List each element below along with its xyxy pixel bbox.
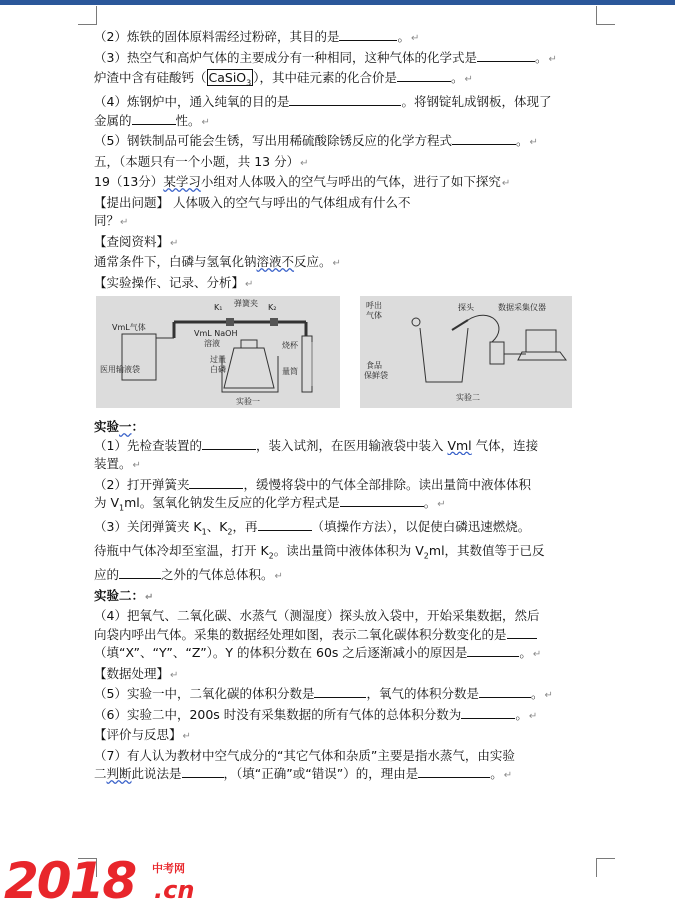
caption-experiment-1: 实验一 xyxy=(236,397,260,406)
label-gas: VmL气体 xyxy=(112,323,146,332)
raise-question-cont: 同？↵ xyxy=(94,213,129,228)
question-4-exp-cont-2: （填“X”、“Y”、“Z”）。Y 的体积分数在 60s 之后逐渐减小的原因是 。↵ xyxy=(94,645,542,660)
label-food-bag-1: 食品 xyxy=(366,361,382,370)
logo-year: 2018 xyxy=(4,852,136,910)
question-2-exp: （2）打开弹簧夹 ，缓慢将袋中的气体全部排除。读出量筒中液体体积 xyxy=(94,476,531,492)
experiment-1-heading: 实验一： xyxy=(94,419,145,434)
question-2-exp-cont: 为 $V_1ml$。氢氧化钠发生反应的化学方程式是 。↵ xyxy=(94,495,446,513)
question-3: （3）热空气和高炉气体的主要成分有一种相同，这种气体的化学式是 。↵ xyxy=(94,49,557,65)
label-iv-bag: 医用输液袋 xyxy=(100,365,140,374)
question-3-slag: 炉渣中含有硅酸钙（ CaSiO$_3$ ），其中硅元素的化合价是 。↵ xyxy=(94,70,473,88)
question-4-cont: 金属的 性。↵ xyxy=(94,112,210,128)
evaluation-heading: 【评价与反思】↵ xyxy=(94,727,191,742)
label-exhale-1: 呼出 xyxy=(366,301,382,310)
crop-mark-bottom-right xyxy=(596,858,615,877)
label-spring-clip: 弹簧夹 xyxy=(234,299,258,308)
label-food-bag-2: 保鲜袋 xyxy=(364,371,388,380)
question-7-cont: 二判断此说法是 ，（填“正确”或“错误”）的，理由是 。↵ xyxy=(94,766,513,781)
label-excess-2: 白磷 xyxy=(210,365,226,374)
experiment-1-figure xyxy=(96,296,340,408)
crop-mark-top-left xyxy=(78,6,97,25)
crop-mark-top-right xyxy=(596,6,615,25)
label-naoh-1: VmL NaOH xyxy=(194,329,238,338)
question-3-exp-cont: 待瓶中气体冷却至室温，打开 $K_2$。读出量筒中液体体积为 $V_2ml$，其数值等于已反 xyxy=(94,543,545,561)
raise-question: 【提出问题】 人体吸入的空气与呼出的气体组成有什么不 xyxy=(94,194,411,210)
question-6-data: （6）实验二中，200s 时没有采集数据的所有气体的总体积分数为 。↵ xyxy=(94,706,538,722)
question-4-exp: （4）把氧气、二氧化碳、水蒸气（测湿度）探头放入袋中，开始采集数据，然后 xyxy=(94,608,540,623)
label-beaker: 烧杯 xyxy=(282,341,298,350)
question-7: （7）有人认为教材中空气成分的“其它气体和杂质”主要是指水蒸气，由实验 xyxy=(94,747,515,763)
label-naoh-2: 溶液 xyxy=(204,339,220,348)
label-probe: 探头 xyxy=(458,303,474,312)
label-collector: 数据采集仪器 xyxy=(498,303,546,312)
consult-materials-text: 通常条件下，白磷与氢氧化钠溶液不反应。↵ xyxy=(94,254,341,269)
label-k1: K₁ xyxy=(214,303,223,312)
label-cylinder: 量筒 xyxy=(282,367,298,376)
question-1-cont: 装置。↵ xyxy=(94,456,141,471)
data-processing-heading: 【数据处理】↵ xyxy=(94,665,179,681)
document-body[interactable] xyxy=(94,28,594,786)
experiment-2-figure xyxy=(360,296,572,408)
question-3-exp: （3）关闭弹簧夹 $K_1$、$K_2$，再 （填操作方法），以促使白磷迅速燃烧。 xyxy=(94,519,531,537)
section-5-heading: 五，（本题只有一个小题，共 13 分）↵ xyxy=(94,153,309,169)
question-3-exp-cont-2: 应的 之外的气体总体积。↵ xyxy=(94,567,283,582)
experiment-1-diagram xyxy=(96,296,340,408)
question-4-exp-cont: 向袋内呼出气体。采集的数据经处理如图，表示二氧化碳体积分数变化的是 xyxy=(94,626,594,645)
label-excess-1: 过量 xyxy=(210,355,226,364)
window-title-bar xyxy=(0,0,675,5)
question-1: （1）先检查装置的 ，装入试剂，在医用输液袋中装入 Vml 气体，连接 xyxy=(94,437,539,453)
question-5: （5）钢铁制品可能会生锈，写出用稀硫酸除锈反应的化学方程式 。↵ xyxy=(94,133,538,148)
site-watermark-logo xyxy=(4,852,224,912)
question-4: （4）炼钢炉中，通入纯氧的目的是 。将钢锭轧成钢板，体现了 xyxy=(94,94,552,109)
logo-domain: .cn xyxy=(154,876,195,904)
question-5-data: （5）实验一中，二氧化碳的体积分数是 ，氧气的体积分数是 。↵ xyxy=(94,686,553,701)
consult-materials-heading: 【查阅资料】↵ xyxy=(94,233,179,249)
experiment-2-heading: 实验二：↵ xyxy=(94,587,154,603)
formula-casio3: CaSiO$_3$ xyxy=(208,70,252,88)
question-2: （2）炼铁的固体原料需经过粉碎，其目的是 。↵ xyxy=(94,29,420,44)
figures-row xyxy=(94,296,594,414)
caption-experiment-2: 实验二 xyxy=(456,393,480,402)
experiment-2-diagram xyxy=(360,296,572,408)
experiment-heading: 【实验操作、记录、分析】↵ xyxy=(94,274,254,290)
logo-site-name: 中考网 xyxy=(152,862,185,875)
label-exhale-2: 气体 xyxy=(366,311,382,320)
question-19-intro: 19（13分）某学习小组对人体吸入的空气与呼出的气体，进行了如下探究↵ xyxy=(94,174,511,189)
label-k2: K₂ xyxy=(268,303,277,312)
